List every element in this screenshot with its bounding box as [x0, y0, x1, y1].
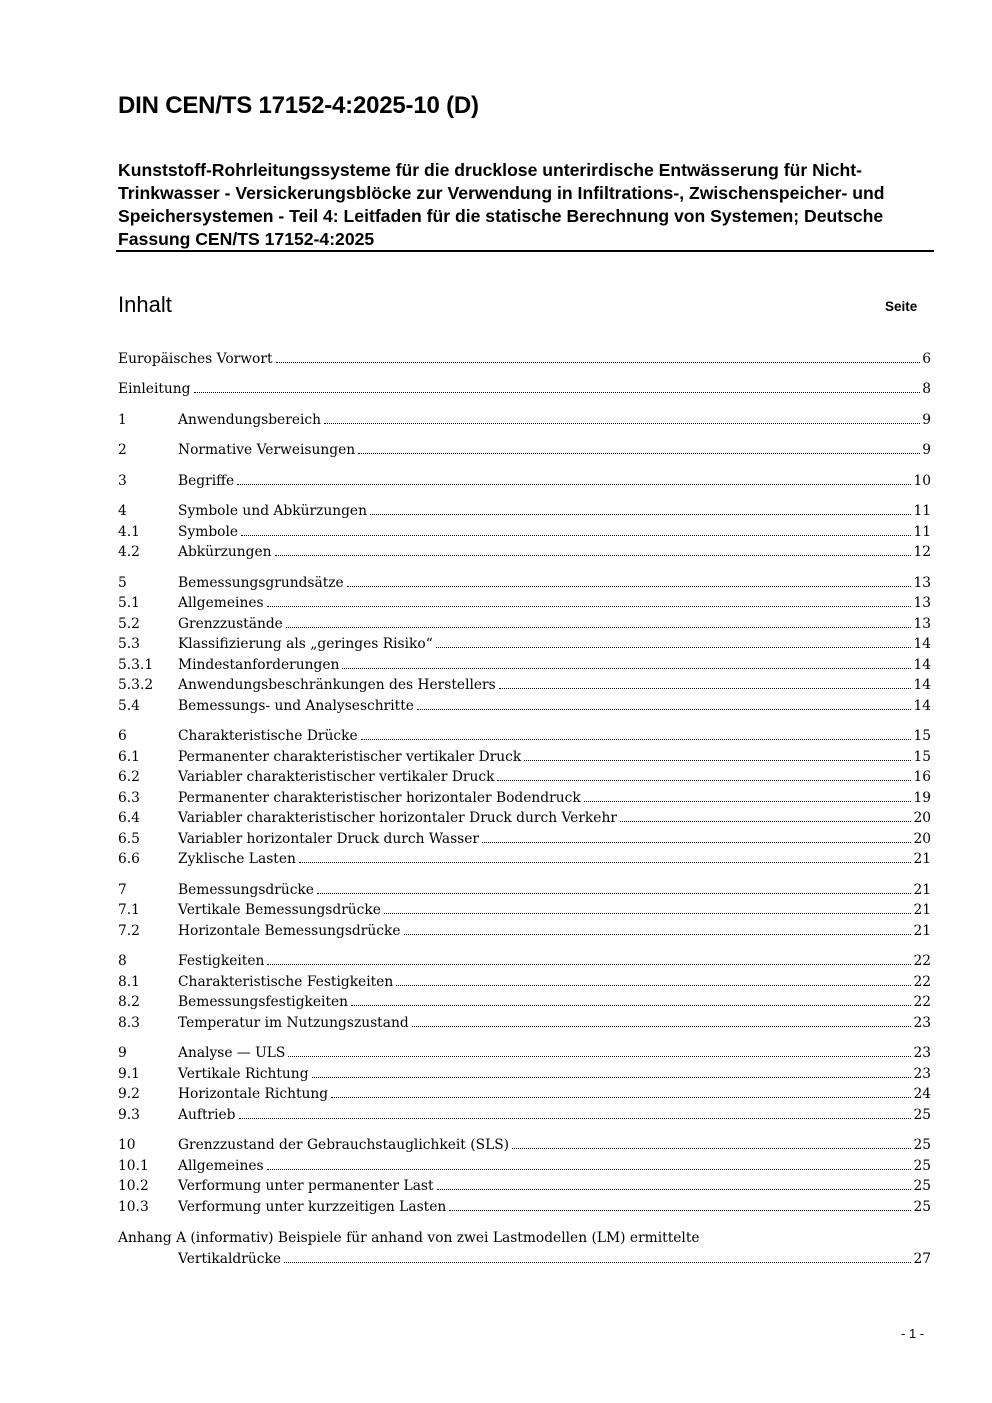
toc-entry-page: 13: [913, 616, 931, 632]
toc-entry-number: 5.2: [118, 616, 140, 632]
toc-entry-title: Allgemeines: [178, 1158, 264, 1174]
toc-leader-dots: [317, 879, 911, 894]
toc-entry[interactable]: [118, 439, 931, 459]
toc-leader-dots: [237, 470, 911, 485]
toc-entry-page: 19: [913, 790, 931, 806]
toc-entry[interactable]: [118, 899, 931, 919]
toc-entry[interactable]: [118, 950, 931, 970]
toc-entry-page: 21: [913, 902, 931, 918]
toc-entry-number: 10.2: [118, 1178, 149, 1194]
toc-entry-page: 25: [913, 1178, 931, 1194]
toc-annex-title-continued: Vertikaldrücke: [178, 1251, 281, 1267]
toc-leader-dots: [396, 971, 911, 986]
toc-entry-page: 9: [922, 412, 931, 428]
toc-entry-page: 10: [913, 473, 931, 489]
toc-entry-title: Charakteristische Festigkeiten: [178, 974, 394, 990]
toc-entry-title: Auftrieb: [178, 1107, 236, 1123]
toc-entry-page: 23: [913, 1045, 931, 1061]
toc-leader-dots: [275, 541, 912, 556]
toc-leader-dots: [620, 807, 911, 822]
toc-entry-title: Grenzzustände: [178, 616, 283, 632]
toc-leader-dots: [404, 920, 912, 935]
toc-entry-number: 6.1: [118, 749, 140, 765]
toc-leader-dots: [497, 766, 911, 781]
toc-entry-title: Vertikale Richtung: [178, 1066, 309, 1082]
toc-entry[interactable]: [118, 920, 931, 940]
toc-entry[interactable]: [118, 378, 931, 398]
toc-leader-dots: [449, 1196, 911, 1211]
footer-page-number: - 1 -: [901, 1326, 925, 1341]
toc-entry-number: 8.2: [118, 994, 140, 1010]
toc-entry-title: Temperatur im Nutzungszustand: [178, 1015, 409, 1031]
toc-heading: Inhalt: [118, 292, 172, 317]
toc-entry[interactable]: [118, 541, 931, 561]
toc-entry-number: 6.2: [118, 769, 140, 785]
toc-leader-dots: [384, 899, 912, 914]
toc-entry-title: Verformung unter kurzzeitigen Lasten: [178, 1199, 447, 1215]
toc-entry-page: 20: [913, 831, 931, 847]
toc-leader-dots: [241, 521, 911, 536]
toc-entry[interactable]: [118, 725, 931, 745]
toc-leader-dots: [370, 500, 911, 515]
toc-entry-page: 11: [913, 503, 931, 519]
toc-entry-page: 13: [913, 575, 931, 591]
header-rule: [116, 250, 934, 252]
toc-leader-dots: [276, 348, 921, 363]
toc-entry-page: 14: [913, 698, 931, 714]
toc-leader-dots: [436, 633, 912, 648]
toc-entry[interactable]: [118, 613, 931, 633]
toc-entry-title: Charakteristische Drücke: [178, 728, 358, 744]
toc-entry-title: Variabler horizontaler Druck durch Wasser: [178, 831, 479, 847]
toc-leader-dots: [347, 572, 912, 587]
toc-entry[interactable]: [118, 991, 931, 1011]
document-title: Kunststoff-Rohrleitungssysteme für die drucklose unterirdische Entwässerung für Nicht-Trinkwasser - Versickerungsblöcke zur Verwendung in Infiltrations-, Zwischenspeicher- und Speichersystemen - Teil 4: Leitfaden für die statische Berechnung von Systemen; Deutsche Fassung CEN/TS 17152-4:2025: [118, 160, 885, 249]
toc-entry[interactable]: [118, 695, 931, 715]
toc-entry-number: 3: [118, 473, 127, 489]
toc-entry-page: 16: [913, 769, 931, 785]
toc-entry-page: 9: [922, 442, 931, 458]
toc-leader-dots: [267, 1155, 912, 1170]
page-column-label: Seite: [885, 299, 918, 314]
toc-annex-entry[interactable]: [118, 1248, 931, 1268]
toc-entry-title: Permanenter charakteristischer horizontaler Bodendruck: [178, 790, 581, 806]
toc-entry-page: 14: [913, 677, 931, 693]
toc-entry-number: 5: [118, 575, 127, 591]
toc-entry-number: 10: [118, 1137, 136, 1153]
toc-entry-number: 6.4: [118, 810, 140, 826]
toc-entry-number: 10.1: [118, 1158, 149, 1174]
toc-entry-title: Horizontale Richtung: [178, 1086, 329, 1102]
toc-entry-title: Europäisches Vorwort: [118, 351, 273, 367]
toc-entry-page: 23: [913, 1066, 931, 1082]
toc-entry-page: 25: [913, 1107, 931, 1123]
toc-leader-dots: [342, 654, 911, 669]
toc-entry-title: Begriffe: [178, 473, 235, 489]
toc-entry[interactable]: [118, 348, 931, 368]
toc-entry-number: 4.2: [118, 544, 140, 560]
toc-entry-page: 6: [922, 351, 931, 367]
toc-entry-title: Grenzzustand der Gebrauchstauglichkeit (SLS): [178, 1137, 510, 1153]
toc-leader-dots: [412, 1012, 912, 1027]
toc-entry-title: Symbole und Abkürzungen: [178, 503, 367, 519]
toc-entry[interactable]: [118, 1063, 931, 1083]
toc-leader-dots: [331, 1083, 911, 1098]
toc-entry-page: 22: [913, 994, 931, 1010]
toc-entry-title: Abkürzungen: [178, 544, 272, 560]
toc-entry[interactable]: [118, 787, 931, 807]
toc-entry-title: Normative Verweisungen: [178, 442, 356, 458]
toc-entry-title: Horizontale Bemessungsdrücke: [178, 923, 401, 939]
toc-entry-number: 5.3.2: [118, 677, 154, 693]
toc-entry[interactable]: [118, 521, 931, 541]
toc-entry-title: Bemessungsdrücke: [178, 882, 314, 898]
toc-entry-number: 10.3: [118, 1199, 149, 1215]
toc-entry-page: 22: [913, 974, 931, 990]
toc-entry-title: Variabler charakteristischer horizontaler Druck durch Verkehr: [178, 810, 617, 826]
toc-entry-page: 21: [913, 882, 931, 898]
toc-entry-page: 13: [913, 595, 931, 611]
toc-entry-page: 21: [913, 851, 931, 867]
toc-entry[interactable]: [118, 572, 931, 592]
toc-entry-title: Mindestanforderungen: [178, 657, 340, 673]
toc-leader-dots: [312, 1063, 912, 1078]
toc-entry[interactable]: [118, 879, 931, 899]
toc-leader-dots: [358, 439, 920, 454]
toc-entry-number: 5.3.1: [118, 657, 154, 673]
toc-entry-title: Permanenter charakteristischer vertikaler Druck: [178, 749, 522, 765]
toc-entry-page: 25: [913, 1158, 931, 1174]
toc-entry-page: 8: [922, 381, 931, 397]
toc-entry[interactable]: [118, 654, 931, 674]
toc-entry-number: 5.4: [118, 698, 140, 714]
toc-entry-number: 1: [118, 412, 127, 428]
toc-entry-number: 9: [118, 1045, 127, 1061]
toc-entry-title: Variabler charakteristischer vertikaler Druck: [178, 769, 495, 785]
toc-entry-page: 12: [913, 544, 931, 560]
toc-entry-title: Anwendungsbereich: [178, 412, 322, 428]
toc-entry[interactable]: [118, 1134, 931, 1154]
toc-entry-title: Klassifizierung als „geringes Risiko“: [178, 636, 433, 652]
toc-entry-number: 5.3: [118, 636, 140, 652]
toc-entry[interactable]: [118, 848, 931, 868]
toc-entry-title: Verformung unter permanenter Last: [178, 1178, 434, 1194]
toc-annex-title[interactable]: Anhang A (informativ) Beispiele für anhand von zwei Lastmodellen (LM) ermittelte: [118, 1230, 700, 1246]
toc-entry[interactable]: [118, 470, 931, 490]
document-id: DIN CEN/TS 17152-4:2025-10 (D): [118, 92, 479, 119]
toc-entry-number: 8.3: [118, 1015, 140, 1031]
toc-entry-page: 25: [913, 1199, 931, 1215]
toc-entry[interactable]: [118, 1155, 931, 1175]
toc-entry-title: Analyse — ULS: [178, 1045, 286, 1061]
toc-entry-number: 6: [118, 728, 127, 744]
toc-entry[interactable]: [118, 500, 931, 520]
toc-entry-page: 14: [913, 657, 931, 673]
toc-leader-dots: [482, 828, 911, 843]
toc-entry[interactable]: [118, 746, 931, 766]
toc-entry-number: 7: [118, 882, 127, 898]
toc-leader-dots: [524, 746, 911, 761]
toc-entry[interactable]: [118, 1012, 931, 1032]
toc-entry-page: 14: [913, 636, 931, 652]
toc-entry-number: 5.1: [118, 595, 140, 611]
toc-entry-number: 6.6: [118, 851, 140, 867]
toc-leader-dots: [288, 1042, 911, 1057]
toc-leader-dots: [351, 991, 911, 1006]
toc-entry-number: 6.5: [118, 831, 140, 847]
toc-entry[interactable]: [118, 828, 931, 848]
toc-entry[interactable]: [118, 409, 931, 429]
toc-entry-title: Vertikale Bemessungsdrücke: [178, 902, 381, 918]
toc-entry-title: Einleitung: [118, 381, 191, 397]
toc-entry[interactable]: [118, 1042, 931, 1062]
toc-entry-title: Allgemeines: [178, 595, 264, 611]
toc-entry-page: 20: [913, 810, 931, 826]
toc-entry-page: 11: [913, 524, 931, 540]
toc-leader-dots: [584, 787, 912, 802]
toc-leader-dots: [286, 613, 912, 628]
toc-entry-page: 24: [913, 1086, 931, 1102]
toc-entry-page: 22: [913, 953, 931, 969]
toc-entry-title: Anwendungsbeschränkungen des Herstellers: [178, 677, 496, 693]
toc-entry-number: 9.1: [118, 1066, 140, 1082]
toc-entry-title: Festigkeiten: [178, 953, 265, 969]
toc-entry-number: 4.1: [118, 524, 140, 540]
toc-leader-dots: [512, 1134, 911, 1149]
toc-entry-page: 15: [913, 728, 931, 744]
toc-entry-title: Bemessungs- und Analyseschritte: [178, 698, 414, 714]
toc-leader-dots: [499, 674, 912, 689]
toc-entry[interactable]: [118, 1104, 931, 1124]
toc-leader-dots: [437, 1175, 912, 1190]
toc-entry[interactable]: [118, 592, 931, 612]
toc-entry-number: 4: [118, 503, 127, 519]
toc-entry-page: 21: [913, 923, 931, 939]
toc-entry-title: Bemessungsfestigkeiten: [178, 994, 349, 1010]
toc-entry-page: 23: [913, 1015, 931, 1031]
toc-leader-dots: [267, 950, 911, 965]
toc-leader-dots: [417, 695, 912, 710]
toc-entry-number: 7.1: [118, 902, 140, 918]
toc-entry[interactable]: [118, 766, 931, 786]
toc-entry-title: Symbole: [178, 524, 239, 540]
toc-leader-dots: [299, 848, 912, 863]
toc-entry-number: 7.2: [118, 923, 140, 939]
toc-entry-title: Bemessungsgrundsätze: [178, 575, 344, 591]
toc-leader-dots: [361, 725, 912, 740]
toc-entry-number: 2: [118, 442, 127, 458]
toc-entry-number: 9.3: [118, 1107, 140, 1123]
toc-entry-page: 15: [913, 749, 931, 765]
toc-annex-page: 27: [913, 1251, 931, 1267]
toc-entry-page: 25: [913, 1137, 931, 1153]
toc-entry[interactable]: [118, 971, 931, 991]
toc-leader-dots: [284, 1248, 911, 1263]
toc-leader-dots: [267, 592, 912, 607]
toc-entry-number: 8: [118, 953, 127, 969]
toc-entry-title: Zyklische Lasten: [178, 851, 296, 867]
toc-entry[interactable]: [118, 807, 931, 827]
toc-entry-number: 9.2: [118, 1086, 140, 1102]
toc-leader-dots: [324, 409, 920, 424]
toc-leader-dots: [194, 378, 921, 393]
toc-entry[interactable]: [118, 633, 931, 653]
toc-entry-number: 8.1: [118, 974, 140, 990]
toc-entry[interactable]: [118, 1175, 931, 1195]
toc-entry[interactable]: [118, 1083, 931, 1103]
toc-leader-dots: [239, 1104, 912, 1119]
toc-entry-number: 6.3: [118, 790, 140, 806]
toc-entry[interactable]: [118, 674, 931, 694]
toc-entry[interactable]: [118, 1196, 931, 1216]
